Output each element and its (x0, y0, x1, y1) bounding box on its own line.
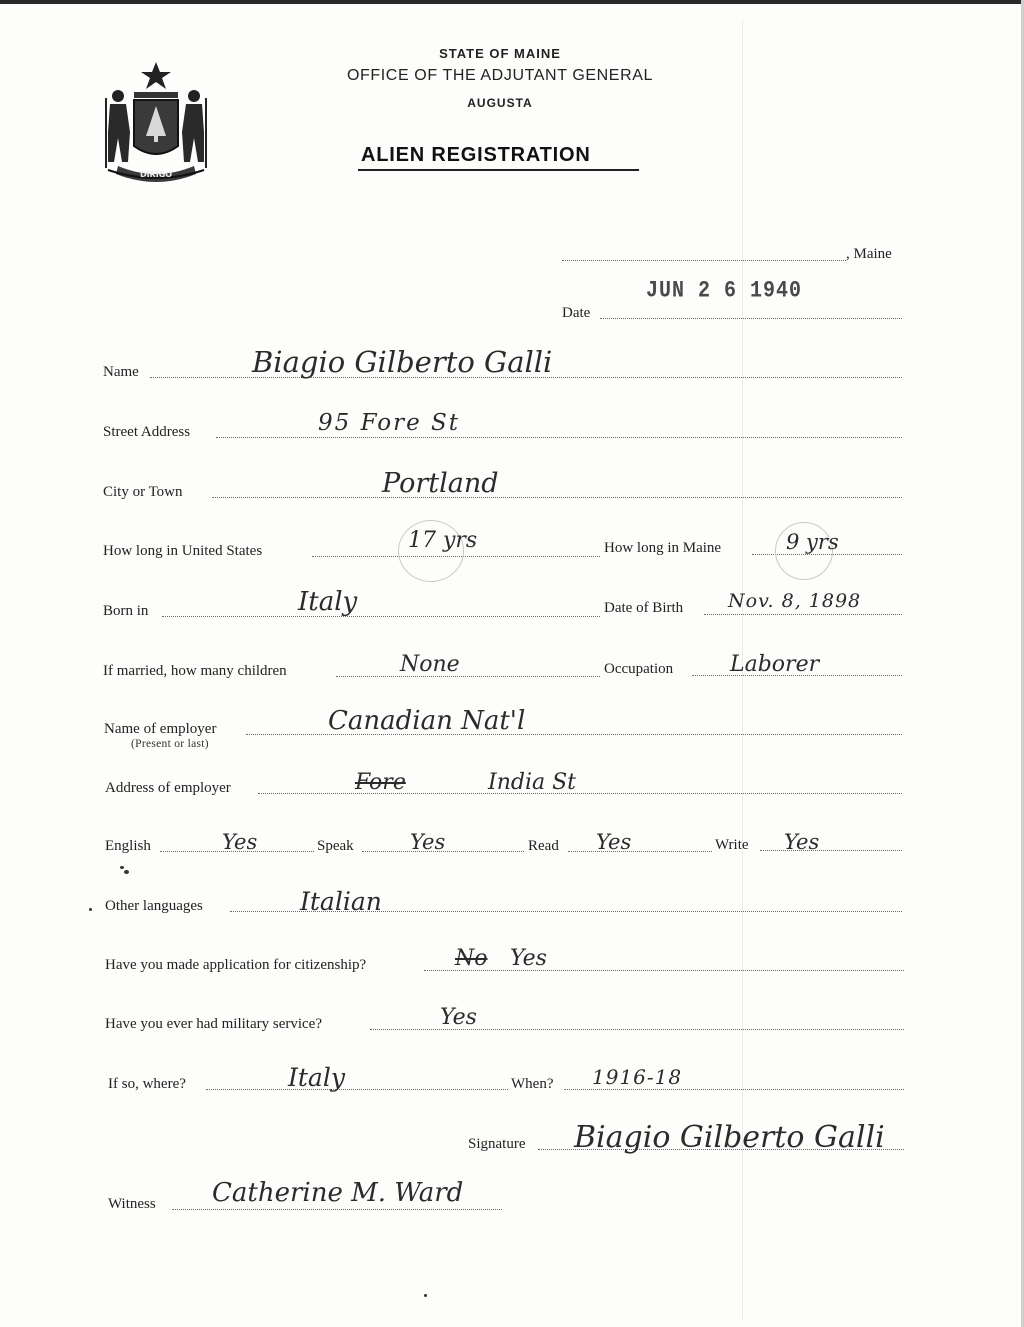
born-in-label: Born in (103, 603, 149, 619)
how-long-us-value: 17 yrs (408, 528, 478, 553)
employer-address-value: India St (488, 770, 576, 795)
date-label: Date (562, 305, 591, 321)
form-title: ALIEN REGISTRATION (361, 144, 591, 166)
place-line (562, 260, 846, 261)
city-heading: AUGUSTA (467, 96, 533, 110)
other-languages-value: Italian (300, 887, 382, 916)
state-heading: STATE OF MAINE (439, 46, 561, 61)
citizenship-line (424, 970, 904, 971)
witness-label: Witness (108, 1196, 156, 1212)
citizenship-label: Have you made application for citizenship? (105, 957, 367, 973)
ink-speck (120, 866, 124, 869)
employer-value: Canadian Nat'l (328, 706, 526, 736)
maine-label: , Maine (846, 246, 892, 262)
city-value: Portland (382, 468, 499, 499)
children-value: None (400, 652, 460, 677)
street-line (216, 437, 902, 438)
date-line (600, 318, 902, 319)
witness-value: Catherine M. Ward (212, 1178, 464, 1208)
street-label: Street Address (103, 424, 191, 440)
citizenship-struck: No (455, 946, 488, 971)
state-seal-icon (100, 58, 212, 186)
how-long-us-label: How long in United States (103, 543, 263, 559)
when-line (564, 1089, 904, 1090)
citizenship-value: Yes (510, 946, 547, 971)
children-label: If married, how many children (103, 663, 287, 679)
ink-speck (89, 908, 92, 911)
dob-label: Date of Birth (604, 600, 684, 616)
dob-value: Nov. 8, 1898 (728, 590, 862, 612)
office-heading: OFFICE OF THE ADJUTANT GENERAL (346, 67, 654, 84)
svg-text:DIRIGO: DIRIGO (139, 170, 173, 179)
occupation-value: Laborer (730, 652, 820, 677)
read-line (568, 851, 712, 852)
signature-label: Signature (468, 1136, 526, 1152)
speak-label: Speak (317, 838, 354, 854)
born-in-line (162, 616, 600, 617)
date-stamp: JUN 2 6 1940 (646, 278, 803, 305)
city-line (212, 497, 902, 498)
other-languages-label: Other languages (105, 898, 203, 914)
military-value: Yes (440, 1005, 477, 1030)
ink-speck (124, 870, 129, 874)
signature-value: Biagio Gilberto Galli (574, 1120, 885, 1155)
read-value: Yes (596, 830, 632, 854)
when-label: When? (511, 1076, 554, 1092)
title-underline (358, 169, 639, 171)
street-value: 95 Fore St (318, 410, 461, 436)
write-value: Yes (784, 830, 820, 854)
witness-line (172, 1209, 502, 1210)
employer-label: Name of employer (104, 721, 217, 737)
dob-line (704, 614, 902, 615)
city-label: City or Town (103, 484, 183, 500)
write-line (760, 850, 902, 851)
employer-sublabel: (Present or last) (131, 738, 209, 750)
children-line (336, 676, 600, 677)
name-value: Biagio Gilberto Galli (252, 345, 553, 379)
ink-speck (424, 1294, 427, 1297)
page-top-edge (0, 0, 1024, 4)
read-label: Read (528, 838, 559, 854)
english-value: Yes (222, 830, 258, 854)
when-value: 1916-18 (592, 1065, 683, 1089)
english-label: English (105, 838, 151, 854)
where-line (206, 1089, 508, 1090)
how-long-maine-label: How long in Maine (604, 540, 722, 556)
write-label: Write (715, 837, 749, 853)
occupation-label: Occupation (604, 661, 674, 677)
name-label: Name (103, 364, 139, 380)
where-label: If so, where? (108, 1076, 186, 1092)
employer-address-struck: Fore (355, 770, 406, 795)
how-long-maine-value: 9 yrs (786, 530, 839, 554)
military-label: Have you ever had military service? (105, 1016, 322, 1032)
born-in-value: Italy (298, 587, 358, 617)
speak-value: Yes (410, 830, 446, 854)
employer-address-label: Address of employer (105, 780, 231, 796)
where-value: Italy (288, 1063, 345, 1092)
